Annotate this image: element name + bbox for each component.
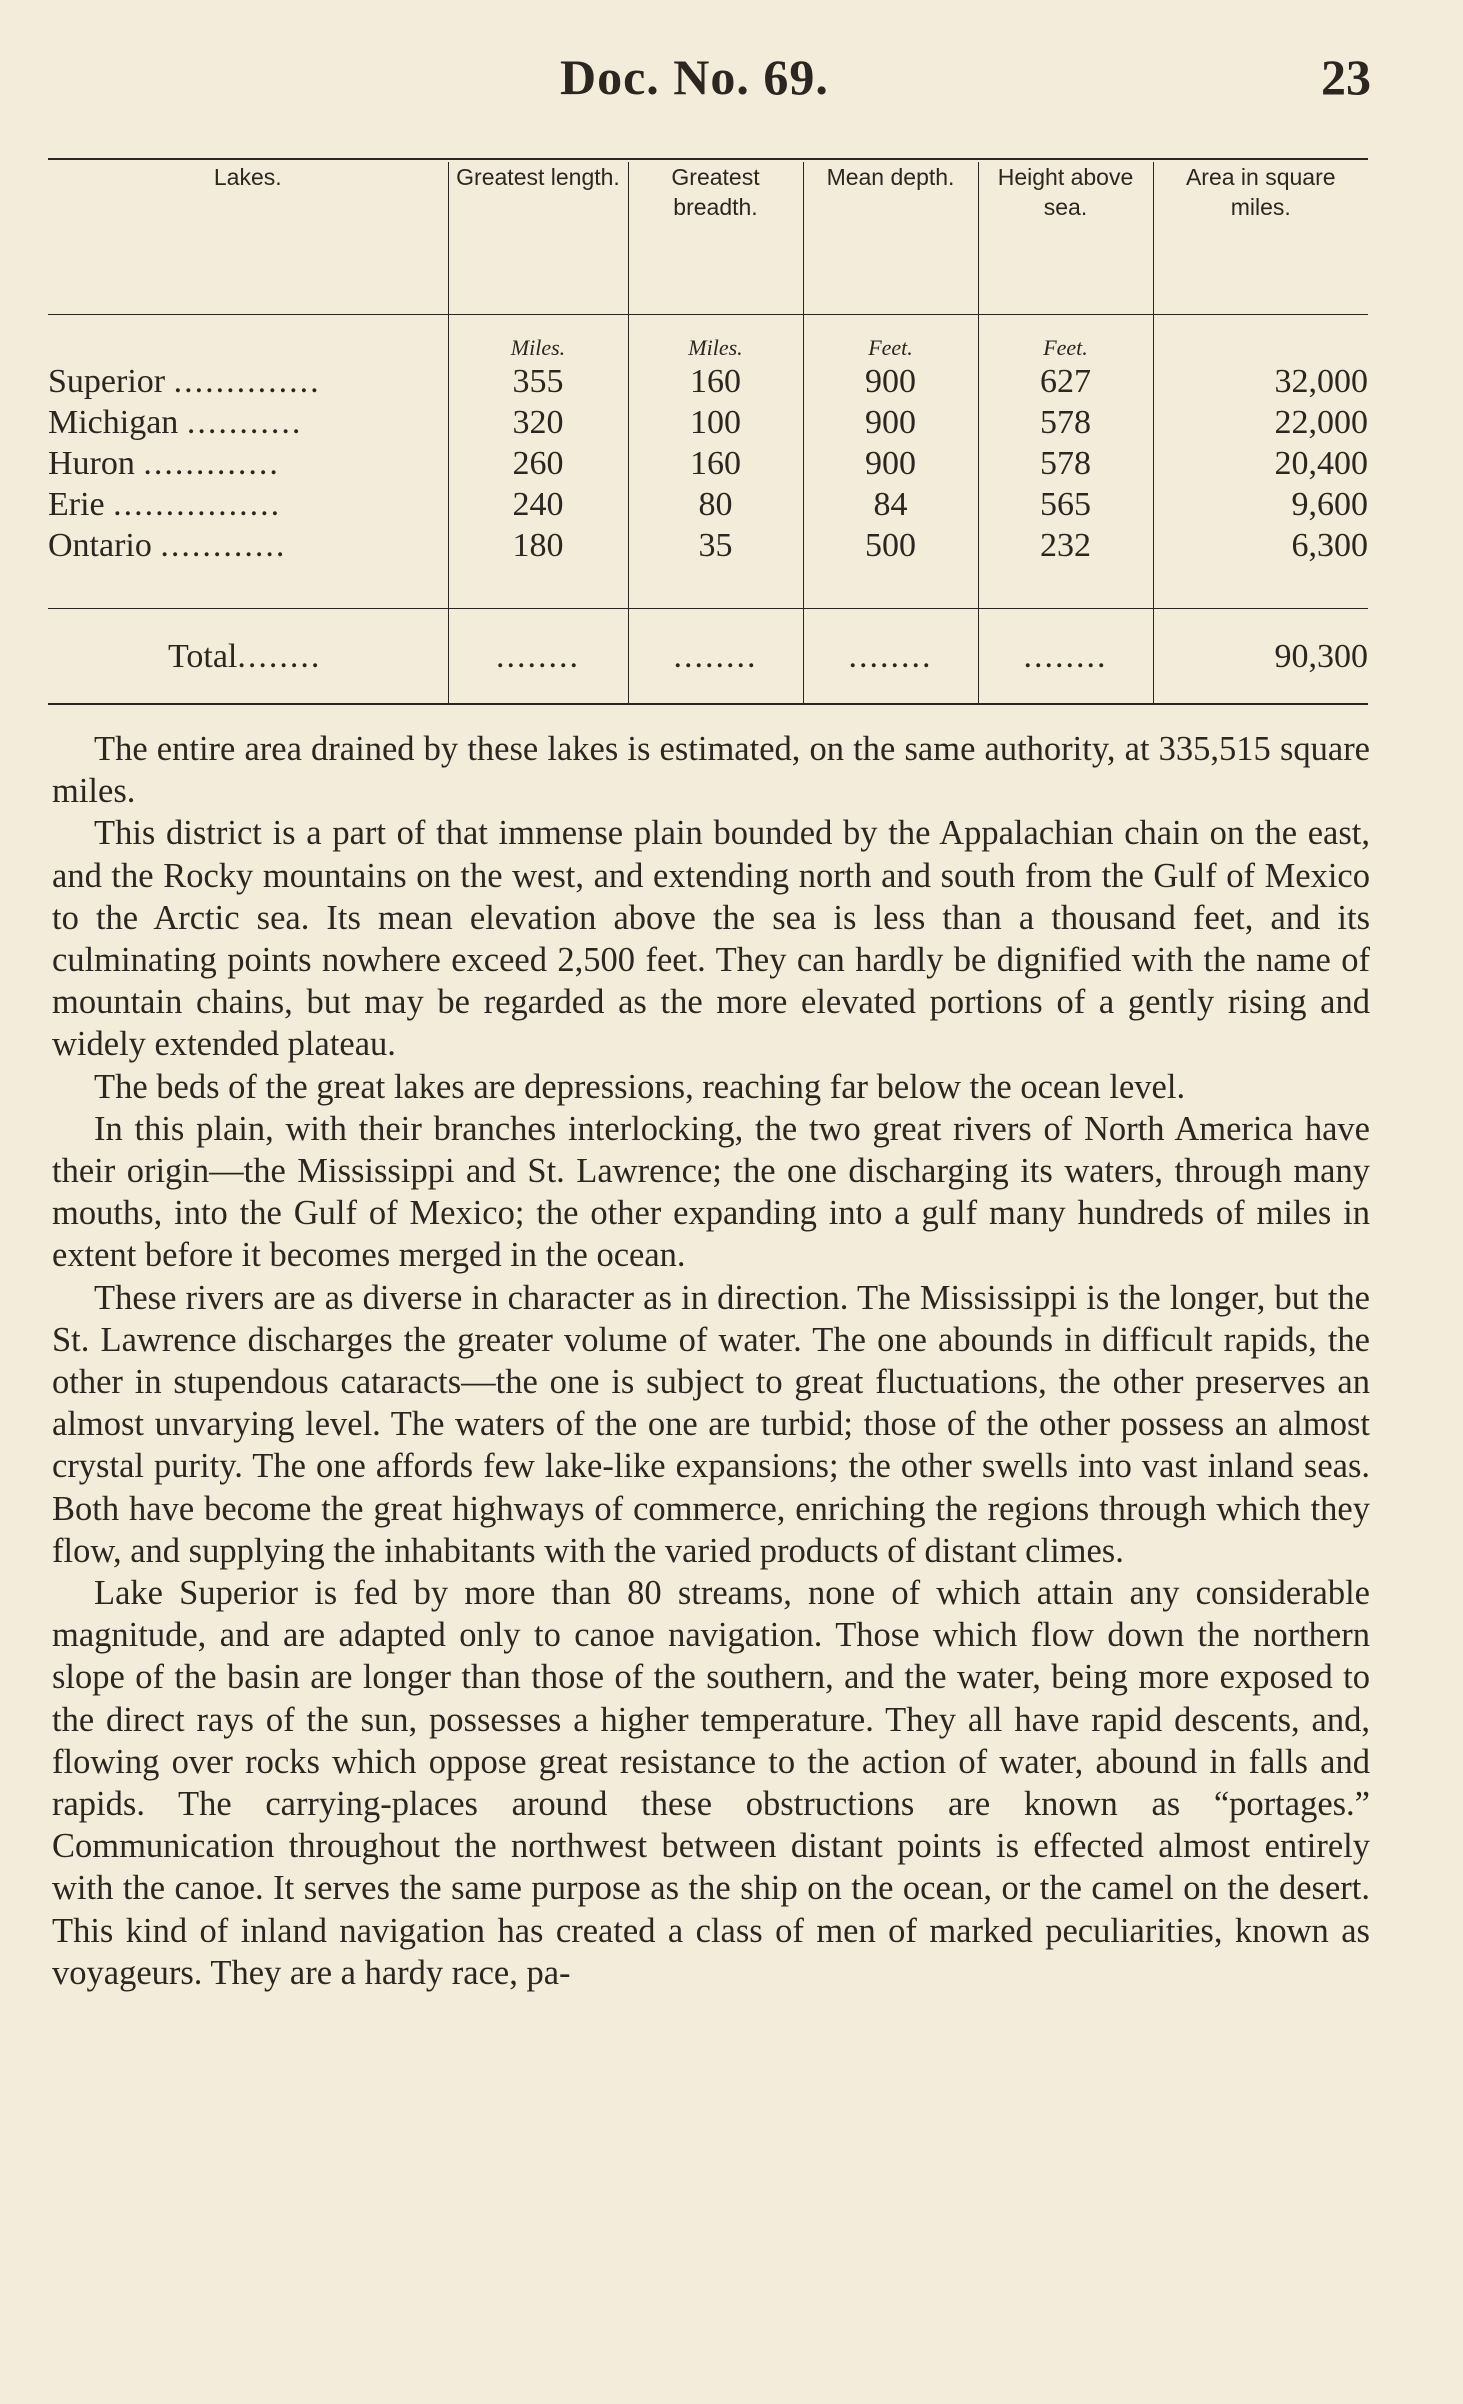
paragraph: In this plain, with their branches interlocking, the two great rivers of North America have their origin—the Mississippi and St. Lawrence; the one discharging its waters, through many mouths, into the Gulf of Mexico; the other expanding into a gulf many hundreds of miles in extent before it becomes merged in the ocean. (52, 1109, 1370, 1275)
leader-dots: ............ (160, 526, 287, 564)
spacer-row (48, 566, 1368, 609)
unit-breadth: Miles. (628, 315, 803, 362)
total-row (48, 609, 1368, 706)
table-row (48, 525, 1368, 566)
empty-total-cell: ........ (496, 638, 580, 675)
paragraph: Lake Superior is fed by more than 80 streams, none of which attain any considerable magnitude, and are adapted only to canoe navigation. Those which flow down the northern slope of the basin are longer than those of the southern, and the water, being more exposed to the direct rays of the sun, possesses a higher temperature. They all have rapid descents, and, flowing over rocks which oppose great resistance to the action of water, abound in falls and rapids. The carrying-places around these obstructions are known as “portages.” Communication throughout the northwest between distant points is effected almost entirely with the canoe. It serves the same purpose as the ship on the ocean, or the camel on the desert. This kind of inland navigation has created a class of men of marked peculiarities, known as voyageurs. They are a hardy race, pa- (52, 1574, 1370, 1992)
total-area-cell: 90,300 (1153, 609, 1368, 706)
units-row (48, 315, 1368, 362)
length-cell: 355 (448, 361, 628, 402)
leader-dots: .............. (173, 362, 321, 400)
lake-name: Erie (48, 485, 105, 523)
length-cell: 240 (448, 484, 628, 525)
length-cell: 180 (448, 525, 628, 566)
table-row (48, 443, 1368, 484)
col-header-depth: Mean depth. (803, 162, 978, 315)
unit-length: Miles. (448, 315, 628, 362)
table-top-rule (48, 158, 1368, 160)
leader-dots: ........ (237, 638, 322, 675)
length-cell: 320 (448, 402, 628, 443)
table-row (48, 361, 1368, 402)
leader-dots: ........... (186, 403, 303, 441)
breadth-cell: 35 (628, 525, 803, 566)
height-cell: 578 (978, 443, 1153, 484)
empty-total-cell: ........ (848, 638, 933, 675)
area-cell: 9,600 (1153, 484, 1368, 525)
height-cell: 578 (978, 402, 1153, 443)
paragraph: The entire area drained by these lakes is estimated, on the same authority, at 335,515 square miles. (52, 730, 1370, 811)
lake-name: Superior (48, 362, 166, 400)
leader-dots: ................ (113, 485, 282, 523)
breadth-cell: 100 (628, 402, 803, 443)
area-cell: 32,000 (1153, 361, 1368, 402)
unit-depth: Feet. (803, 315, 978, 362)
total-label: Total (168, 638, 238, 675)
col-header-area: Area in square miles. (1153, 162, 1368, 315)
lake-name: Ontario (48, 526, 152, 564)
page-number: 23 (1321, 49, 1371, 105)
length-cell: 260 (448, 443, 628, 484)
body-text (52, 728, 1370, 1994)
page-header (0, 48, 1463, 118)
depth-cell: 500 (803, 525, 978, 566)
document-title: Doc. No. 69. (560, 49, 829, 105)
unit-height: Feet. (978, 315, 1153, 362)
col-header-lakes: Lakes. (48, 162, 448, 315)
height-cell: 565 (978, 484, 1153, 525)
paragraph: These rivers are as diverse in character as in direction. The Mississippi is the longer, but the St. Lawrence discharges the greater volume of water. The one abounds in difficult rapids, the other in stupendous cataracts—the one is subject to great fluctuations, the other preserves an almost unvarying level. The waters of the one are turbid; those of the other possess an almost crystal purity. The one affords few lake-like expansions; the other swells into vast inland seas. Both have become the great highways of commerce, enriching the regions through which they flow, and supplying the inhabitants with the varied products of distant climes. (52, 1278, 1370, 1570)
breadth-cell: 80 (628, 484, 803, 525)
depth-cell: 84 (803, 484, 978, 525)
paragraph: This district is a part of that immense plain bounded by the Appalachian chain on the east, and the Rocky mountains on the west, and extending north and south from the Gulf of Mexico to the Arctic sea. Its mean elevation above the sea is less than a thousand feet, and its culminating points nowhere exceed 2,500 feet. They can hardly be dignified with the name of mountain chains, but may be regarded as the more elevated portions of a gently rising and widely extended plateau. (52, 814, 1370, 1064)
col-header-height: Height above sea. (978, 162, 1153, 315)
table-header-row (48, 162, 1368, 315)
height-cell: 232 (978, 525, 1153, 566)
paragraph: The beds of the great lakes are depressions, reaching far below the ocean level. (94, 1067, 1186, 1106)
table-row (48, 402, 1368, 443)
col-header-length: Greatest length. (448, 162, 628, 315)
depth-cell: 900 (803, 402, 978, 443)
depth-cell: 900 (803, 443, 978, 484)
lake-name: Huron (48, 444, 135, 482)
area-cell: 6,300 (1153, 525, 1368, 566)
depth-cell: 900 (803, 361, 978, 402)
breadth-cell: 160 (628, 443, 803, 484)
area-cell: 22,000 (1153, 402, 1368, 443)
empty-total-cell: ........ (673, 638, 758, 675)
table-row (48, 484, 1368, 525)
height-cell: 627 (978, 361, 1153, 402)
leader-dots: ............. (143, 444, 280, 482)
lake-name: Michigan (48, 403, 179, 441)
col-header-breadth: Greatest breadth. (628, 162, 803, 315)
area-cell: 20,400 (1153, 443, 1368, 484)
lakes-table (48, 162, 1368, 705)
table-bottom-rule (48, 703, 1368, 705)
empty-total-cell: ........ (1023, 638, 1108, 675)
breadth-cell: 160 (628, 361, 803, 402)
